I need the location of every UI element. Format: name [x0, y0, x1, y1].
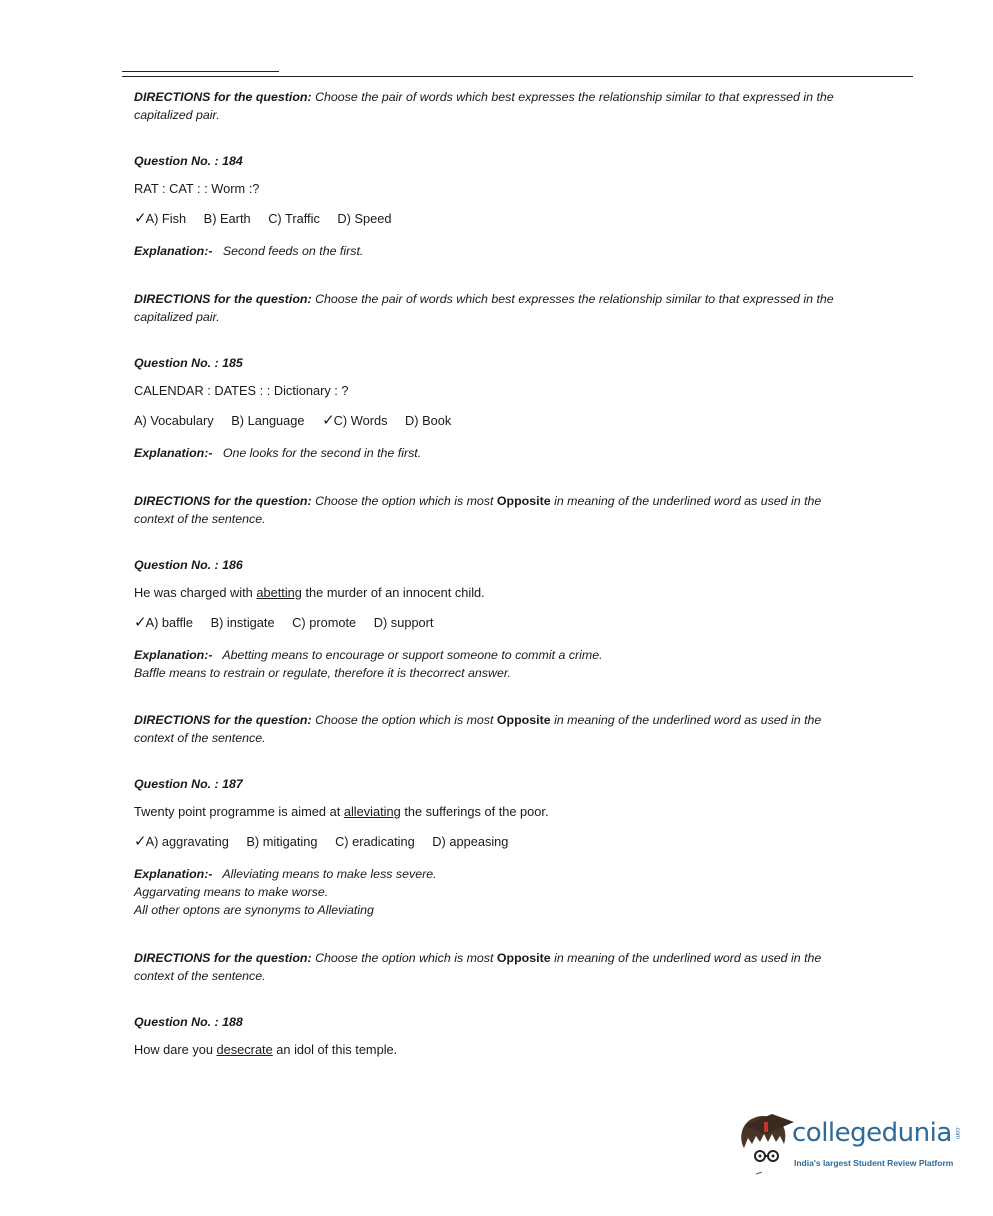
question-block-184	[134, 88, 894, 260]
collegedunia-logo	[736, 1108, 966, 1180]
explanation-text-2: Aggarvating means to make worse.	[134, 885, 329, 899]
option-a: ✓A) aggravating	[134, 833, 229, 850]
directions-text-2: capitalized pair.	[134, 108, 220, 122]
question-text: He was charged with abetting the murder of an innocent child.	[134, 585, 485, 600]
option-c: ✓C) Words	[322, 412, 388, 429]
explanation-label: Explanation:-	[134, 244, 213, 258]
option-d: D) Speed	[337, 211, 392, 226]
directions-keyword: Opposite	[496, 713, 551, 727]
directions-text-2: context of the sentence.	[134, 731, 266, 745]
question-number: Question No. : 184	[134, 154, 243, 168]
explanation-label: Explanation:-	[134, 648, 213, 662]
options-row	[134, 832, 894, 850]
directions-label: DIRECTIONS for the question:	[134, 713, 312, 727]
explanation-text: Alleviating means to make less severe.	[222, 867, 437, 881]
question-list	[134, 88, 894, 1057]
question-block-186	[134, 492, 894, 682]
logo-domain-suffix: .com	[954, 1126, 960, 1140]
mascot-icon	[736, 1108, 796, 1180]
header-rule	[122, 76, 913, 77]
question-block-187	[134, 711, 894, 919]
explanation	[134, 444, 894, 462]
tick-icon: ✓	[322, 412, 335, 429]
question-text: RAT : CAT : : Worm :?	[134, 181, 260, 196]
option-b: B) instigate	[210, 615, 275, 630]
question-number: Question No. : 187	[134, 777, 243, 791]
option-d: D) Book	[405, 413, 452, 428]
option-b: B) Earth	[203, 211, 251, 226]
directions-label: DIRECTIONS for the question:	[134, 494, 312, 508]
option-a: ✓A) baffle	[134, 614, 194, 631]
question-number: Question No. : 185	[134, 356, 243, 370]
underlined-word: alleviating	[343, 804, 401, 819]
option-c: C) eradicating	[335, 834, 415, 849]
question-number: Question No. : 186	[134, 558, 243, 572]
directions-text-2: context of the sentence.	[134, 969, 266, 983]
header-rule-short	[122, 71, 279, 72]
question-text: Twenty point programme is aimed at alleviating the sufferings of the poor.	[134, 804, 549, 819]
tick-icon: ✓	[134, 614, 147, 631]
options-row	[134, 209, 894, 227]
explanation-text: Second feeds on the first.	[222, 244, 364, 258]
question-text: How dare you desecrate an idol of this temple.	[134, 1042, 398, 1057]
explanation	[134, 865, 894, 919]
explanation	[134, 646, 894, 682]
directions: DIRECTIONS for the question: Choose the option which is most Opposite in meaning of the underlined word as used in the context of the sentence.	[134, 494, 822, 526]
logo-wordmark: collegedunia	[792, 1118, 952, 1148]
option-b: B) mitigating	[246, 834, 318, 849]
explanation-label: Explanation:-	[134, 867, 213, 881]
directions-text-2: context of the sentence.	[134, 512, 266, 526]
option-c: C) promote	[292, 615, 357, 630]
option-d: D) appeasing	[432, 834, 509, 849]
directions-text-2: capitalized pair.	[134, 310, 220, 324]
option-d: D) support	[373, 615, 434, 630]
question-text: CALENDAR : DATES : : Dictionary : ?	[134, 383, 349, 398]
directions-text: Choose the pair of words which best expresses the relationship similar to that expressed in the	[315, 90, 834, 104]
underlined-word: desecrate	[216, 1042, 273, 1057]
tick-icon: ✓	[134, 210, 147, 227]
directions: DIRECTIONS for the question: Choose the option which is most Opposite in meaning of the underlined word as used in the context of the sentence.	[134, 713, 822, 745]
options-row	[134, 613, 894, 631]
option-b: B) Language	[231, 413, 305, 428]
explanation-label: Explanation:-	[134, 446, 213, 460]
question-number: Question No. : 188	[134, 1015, 243, 1029]
option-a: ✓A) Fish	[134, 210, 187, 227]
option-c: C) Traffic	[268, 211, 320, 226]
tick-icon: ✓	[134, 833, 147, 850]
directions-label: DIRECTIONS for the question:	[134, 951, 312, 965]
directions: DIRECTIONS for the question: Choose the option which is most Opposite in meaning of the underlined word as used in the context of the sentence.	[134, 951, 822, 983]
directions-keyword: Opposite	[496, 951, 551, 965]
directions-label: DIRECTIONS for the question:	[134, 90, 312, 104]
explanation-text-3: All other optons are synonyms to Alleviating	[134, 903, 374, 917]
option-a: A) Vocabulary	[134, 413, 214, 428]
explanation-text-2: Baffle means to restrain or regulate, therefore it is thecorrect answer.	[134, 666, 511, 680]
directions	[134, 88, 894, 124]
directions-text: Choose the pair of words which best expresses the relationship similar to that expressed in the	[315, 292, 834, 306]
directions	[134, 290, 894, 326]
question-block-188	[134, 949, 894, 1057]
underlined-word: abetting	[256, 585, 302, 600]
explanation-text: Abetting means to encourage or support someone to commit a crime.	[222, 648, 603, 662]
question-block-185	[134, 290, 894, 462]
directions-keyword: Opposite	[496, 494, 551, 508]
explanation	[134, 242, 894, 260]
directions-label: DIRECTIONS for the question:	[134, 292, 312, 306]
explanation-text: One looks for the second in the first.	[222, 446, 422, 460]
logo-tagline: India's largest Student Review Platform	[794, 1158, 954, 1168]
options-row	[134, 411, 894, 429]
